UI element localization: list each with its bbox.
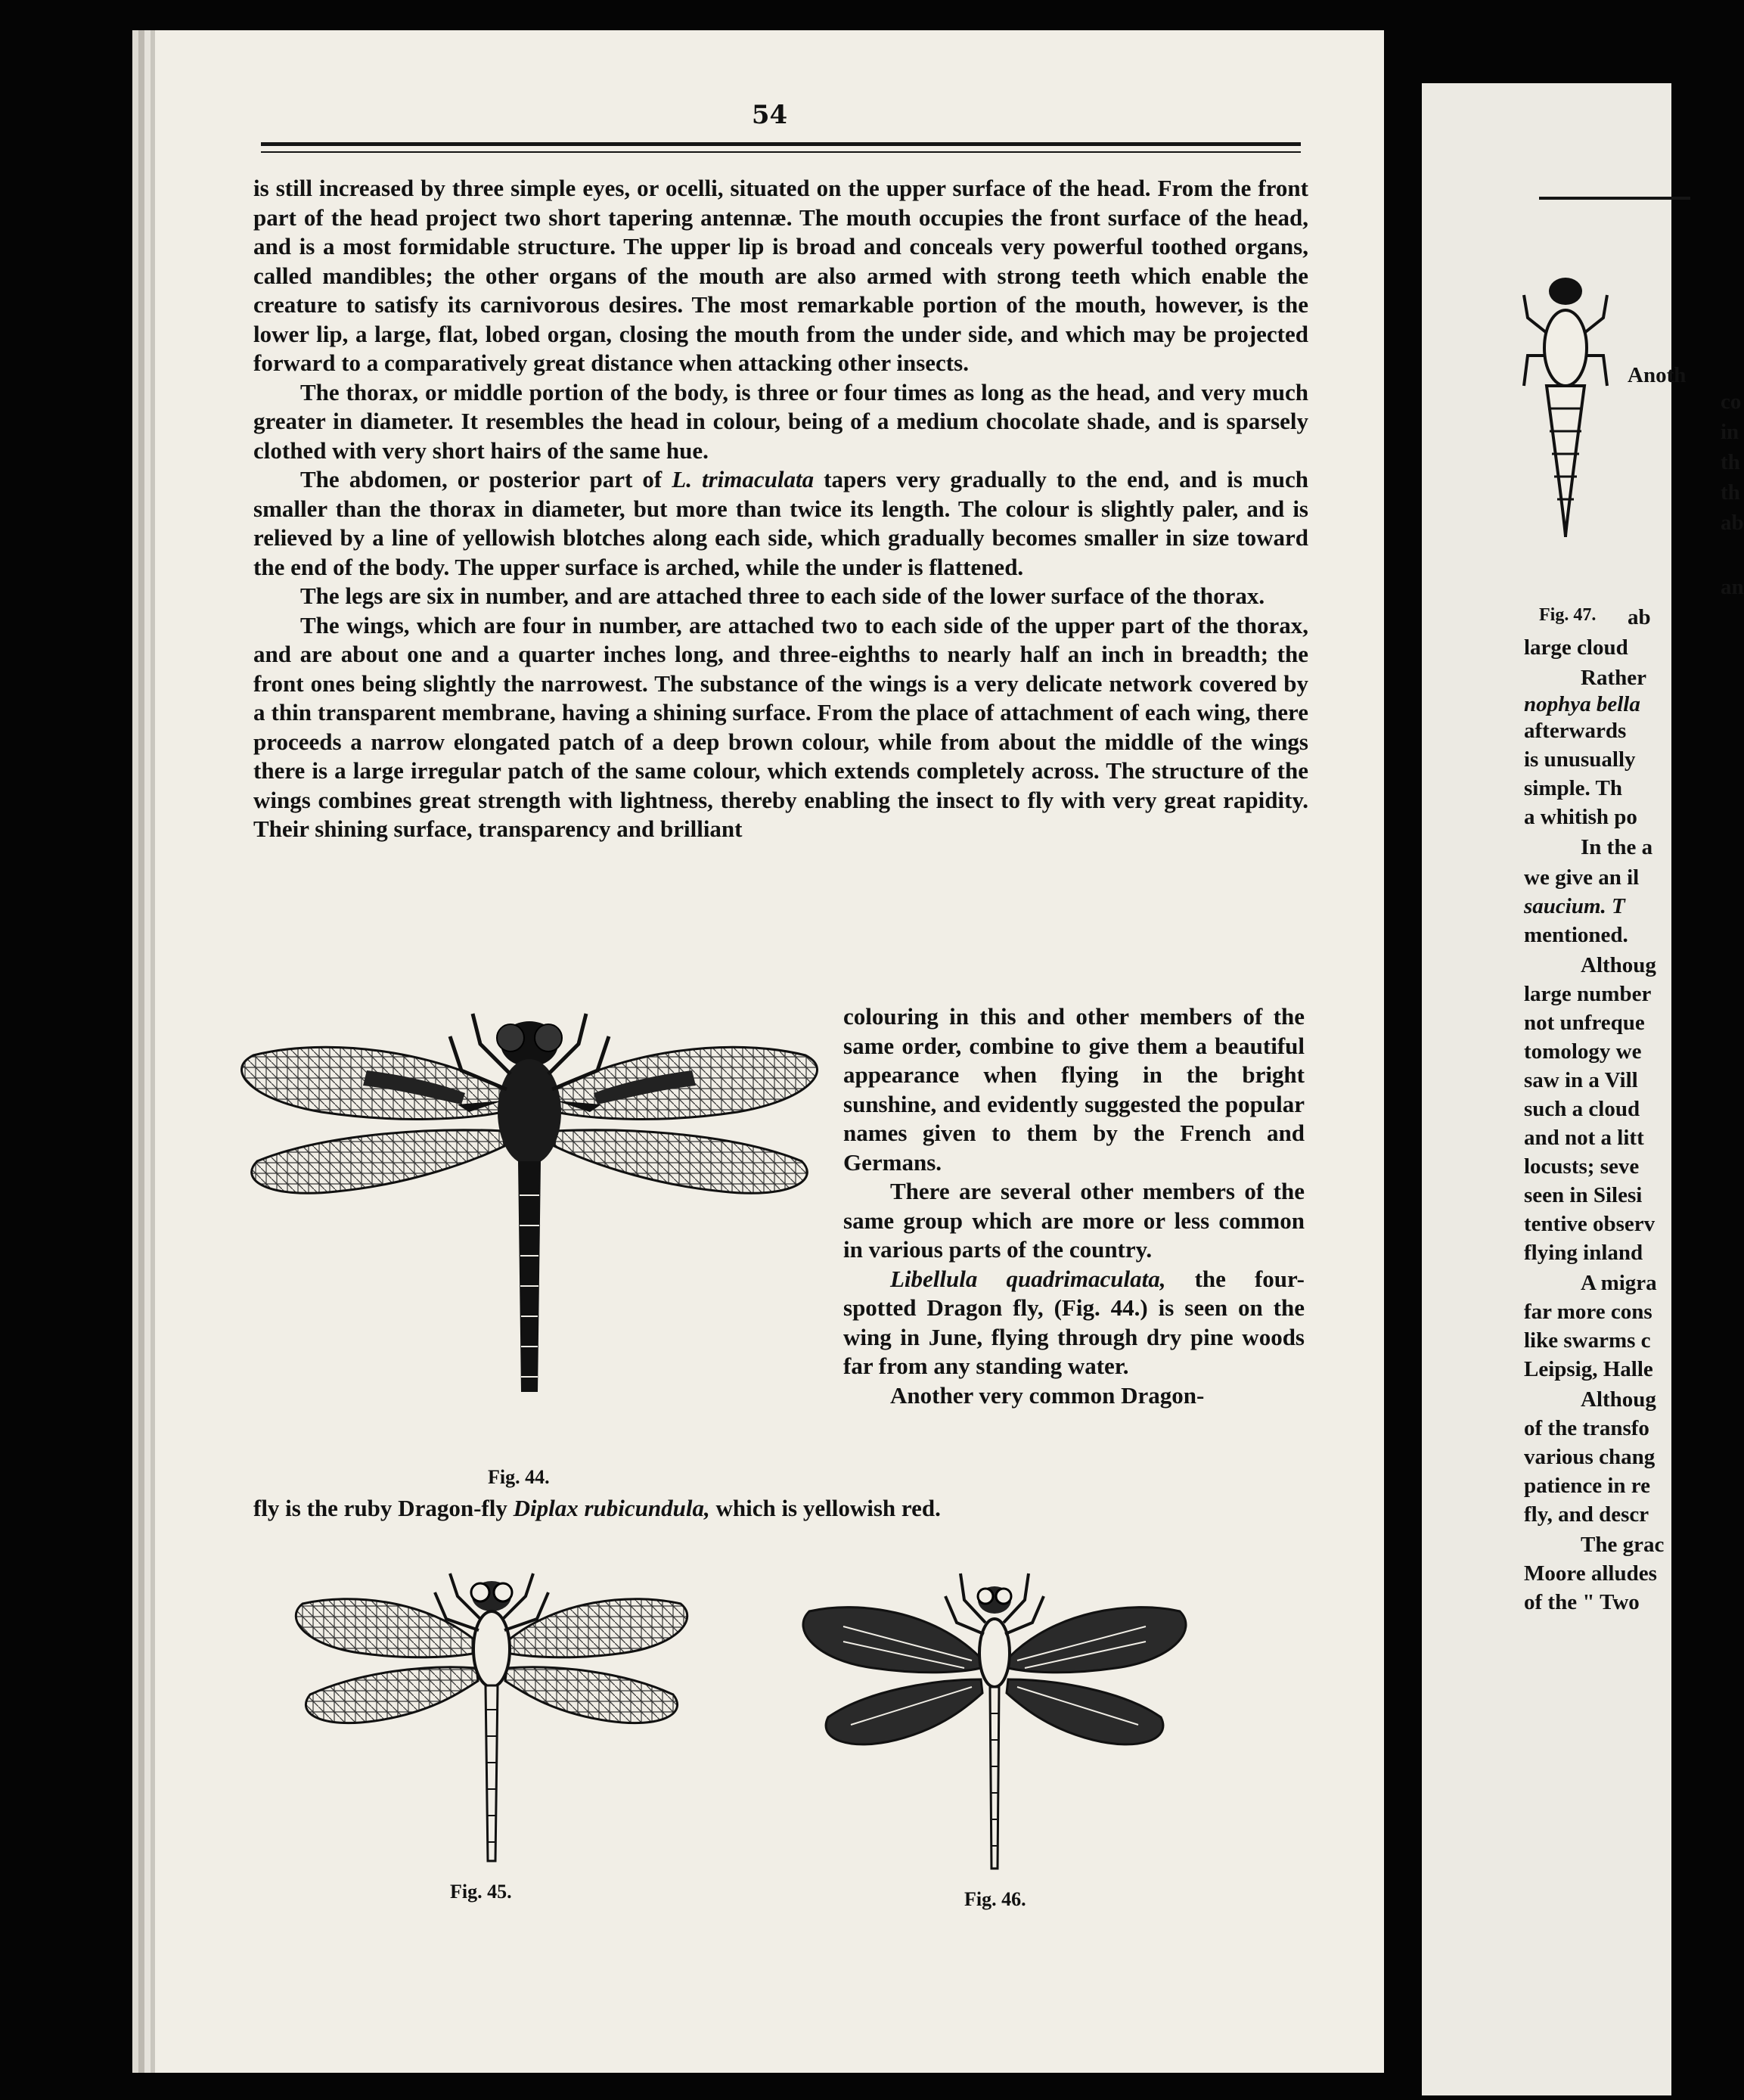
right-fragment: in (1721, 420, 1739, 444)
right-fragment: like swarms c (1524, 1328, 1651, 1353)
paragraph-6: colouring in this and other members of the same order, combine to give them a beautiful appearance when flying in the bright sunshine, and evidently suggested the popular names given to them by the French and Germans. (843, 1003, 1305, 1176)
right-fragment: a whitish po (1524, 805, 1637, 829)
right-fragment: A migra (1581, 1271, 1657, 1295)
paragraph-1: is still increased by three simple eyes, or ocelli, situated on the upper surface of the head. From the front part of the head project two short tapering antennæ. The mouth occupies the front surface of the head, and is a most formidable structure. The upper lip is broad and conceals very powerful toothed organs, called mandibles; the other organs of the mouth are also armed with strong teeth which enable the creature to satisfy its carnivorous desires. The most remarkable portion of the mouth, however, is the lower lip, a large, flat, lobed organ, closing the mouth from the under side, and which may be projected forward to a comparatively great distance when attacking other insects. (253, 175, 1308, 376)
right-fragment: nophya bella (1524, 692, 1640, 716)
closing-line: fly is the ruby Dragon-fly Diplax rubicundula, which is yellowish red. (253, 1495, 941, 1521)
fig-45-dragonfly-icon (276, 1558, 707, 1876)
book-page-left (155, 30, 1384, 2073)
right-fragment: tomology we (1524, 1039, 1642, 1064)
right-fragment: saucium. T (1524, 894, 1625, 918)
right-fragment: ab (1721, 511, 1744, 535)
page-number: 54 (751, 100, 788, 130)
right-fragment: an (1721, 575, 1744, 599)
right-fragment: Althoug (1581, 953, 1656, 977)
main-text (253, 174, 1308, 844)
right-fragment: of the " Two (1524, 1590, 1640, 1614)
fig-46-dragonfly-icon (783, 1566, 1206, 1884)
right-fragment: ab (1628, 605, 1651, 629)
header-rule-thick (261, 142, 1301, 146)
right-fragment: large cloud (1524, 635, 1628, 660)
right-fragment: saw in a Vill (1524, 1068, 1638, 1092)
right-fragment: of the transfo (1524, 1416, 1649, 1440)
paragraph-4: The legs are six in number, and are attached three to each side of the lower surface of the thorax. (300, 582, 1265, 609)
right-fragment: Moore alludes (1524, 1561, 1657, 1586)
paragraph-8: Libellula quadrimaculata, the four-spotted Dragon fly, (Fig. 44.) is seen on the wing in June, flying through dry pine woods far from any standing water. (843, 1265, 1305, 1379)
right-fragment: we give an il (1524, 865, 1640, 890)
header-rule-thin (261, 151, 1301, 153)
right-fragment: seen in Silesi (1524, 1183, 1643, 1207)
right-fragment: patience in re (1524, 1474, 1650, 1498)
fig-44-dragonfly-icon (208, 999, 851, 1468)
right-fragment: such a cloud (1524, 1097, 1640, 1121)
right-fragment: co (1721, 390, 1742, 414)
paragraph-2: The thorax, or middle portion of the body, is three or four times as long as the head, and very much greater in diameter. It resembles the head in colour, being of a medium chocolate shade, and is sparsely clothed with very short hairs of the same hue. (253, 378, 1308, 464)
right-fragment: flying inland (1524, 1241, 1643, 1265)
right-fragment: Leipsig, Halle (1524, 1357, 1653, 1381)
right-fragment: tentive observ (1524, 1212, 1656, 1236)
right-fragment: The grac (1581, 1533, 1665, 1557)
right-fragment: In the a (1581, 835, 1653, 859)
right-fragment: th (1721, 450, 1740, 474)
right-fragment: fly, and descr (1524, 1502, 1649, 1527)
paragraph-5: The wings, which are four in number, are attached two to each side of the upper part of the thorax, and are about one and a quarter inches long, and three-eighths to nearly half an inch in breadth; the front ones being slightly the narrowest. The substance of the wings is a very delicate network covered by a thin transparent membrane, having a shining surface. From the place of attachment of each wing, there proceeds a narrow elongated patch of a deep brown colour, while from about the middle of the wings there is a large irregular patch of the same colour, which extends completely across. The structure of the wings combines great strength with lightness, thereby enabling the insect to fly with very great rapidity. Their shining surface, transparency and brilliant (253, 611, 1308, 842)
right-header-rule (1539, 197, 1690, 200)
right-fragment: and not a litt (1524, 1126, 1644, 1150)
book-page-right (1422, 83, 1744, 2095)
right-fragment: various chang (1524, 1445, 1656, 1469)
right-fragment: Anoth (1628, 363, 1687, 387)
right-fragment: Fig. 47. (1539, 605, 1597, 625)
right-fragment: Althoug (1581, 1387, 1656, 1412)
paragraph-7: There are several other members of the same group which are more or less common in various parts of the country. (843, 1178, 1305, 1263)
fig-47-larva-icon (1524, 265, 1607, 545)
paragraph-3: The abdomen, or posterior part of L. trimaculata tapers very gradually to the end, and is much smaller than the thorax in diameter, but more than twice its length. The colour is slightly paler, and is relieved by a line of yellowish blotches along each side, which gradually becomes smaller in size toward the end of the body. The upper surface is arched, while the under is flattened. (253, 466, 1308, 580)
right-fragment: Rather (1581, 666, 1646, 690)
right-fragment: not unfreque (1524, 1011, 1645, 1035)
fig-44-caption: Fig. 44. (488, 1466, 550, 1488)
paragraph-9: Another very common Dragon- (890, 1381, 1205, 1409)
wrapped-column-text (843, 1002, 1305, 1410)
fig-46-caption: Fig. 46. (964, 1888, 1026, 1910)
right-fragment: th (1721, 480, 1740, 505)
right-fragment: simple. Th (1524, 776, 1623, 800)
right-fragment: locusts; seve (1524, 1154, 1640, 1179)
fig-45-caption: Fig. 45. (450, 1881, 512, 1903)
right-fragment: mentioned. (1524, 923, 1628, 947)
right-fragment: large number (1524, 982, 1652, 1006)
right-fragment: far more cons (1524, 1300, 1652, 1324)
right-fragment: is unusually (1524, 747, 1636, 772)
right-fragment: afterwards (1524, 719, 1627, 743)
